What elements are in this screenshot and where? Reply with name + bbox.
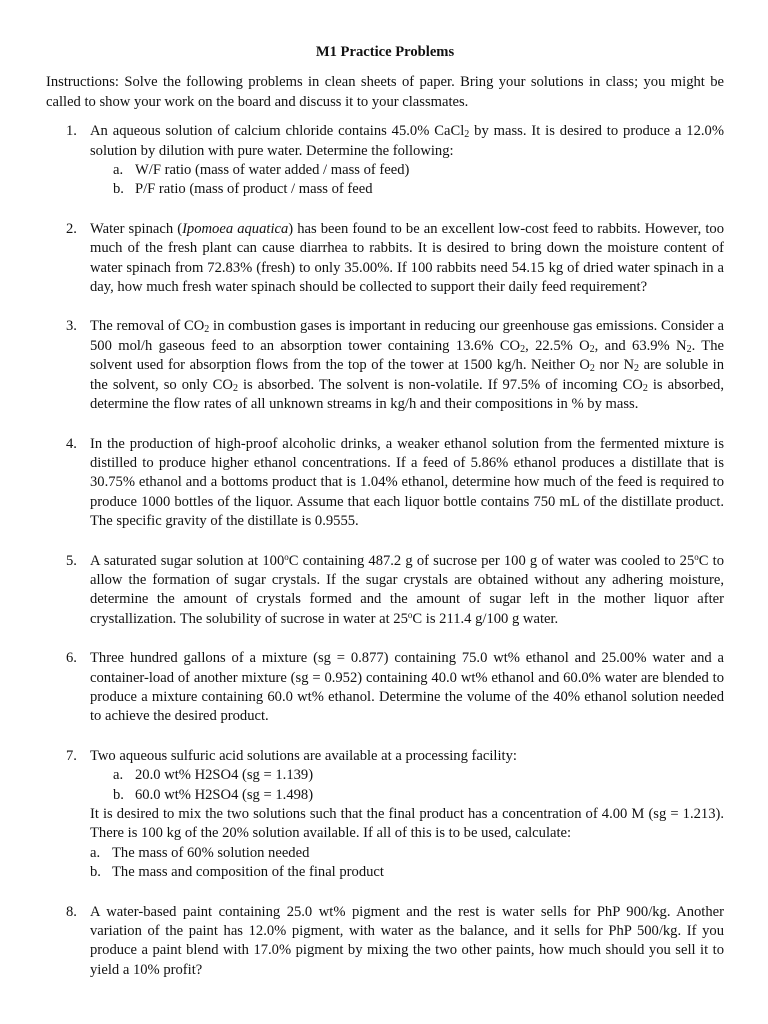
document-title: M1 Practice Problems [315,44,455,60]
problem-number: 3. [66,318,77,335]
sub-item-text: The mass and composition of the final product [112,864,384,881]
problem-number: 8. [66,903,77,920]
sub-item-list [90,766,724,805]
problem-number: 2. [66,220,77,237]
problem-text: A saturated sugar solution at 100$^o$C containing 487.2 g of sucrose per 100 g of water was cooled to 25$^o$C to allow the formation of sugar crystals. If the sugar crystals are obtained without any adhering moisture, determine the amount of crystals formed and the amount of sugar left in the mother liquor after crystallization. The solubility of sucrose in water at 25$^o$C is 211.4 g/100 g water. [90,551,724,627]
problem-text: Two aqueous sulfuric acid solutions are available at a processing facility: [90,747,517,764]
problem-8 [46,903,724,981]
problem-3 [46,317,724,414]
problem-list [46,122,724,980]
problem-number: 5. [66,552,77,569]
sub-item-letter: b. [113,786,124,803]
sub-item [90,844,724,863]
problem-6 [46,649,724,727]
problem-text-continued: It is desired to mix the two solutions such that the final product has a concentration of 4.00 M (sg = 1.213). There is 100 kg of the 20% solution available. If all of this is to be used, calculate: [90,806,724,842]
sub-item-list [90,161,724,200]
sub-item [113,161,724,180]
sub-item [90,863,724,882]
sub-item-letter: b. [90,864,101,881]
problem-1 [46,122,724,200]
problem-number: 1. [66,123,77,140]
sub-item-letter: a. [113,162,124,179]
instructions: Instructions: Solve the following problems in clean sheets of paper. Bring your solutions in class; you might be called to show your work on the board and discuss it to your classmates. [46,74,724,110]
sub-item-text: The mass of 60% solution needed [112,844,310,861]
sub-item-letter: a. [113,767,124,784]
problem-text: The removal of $CO_2$ in combustion gases is important in reducing our greenhouse gas emissions. Consider a 500 mol/h gaseous feed to an absorption tower containing 13.6% $CO_2$, 22.5% $O_2$, and 63.9% $N_2$. The solvent used for absorption flows from the top of the tower at 1500 kg/h. Neither $O_2$ nor $N_2$ are soluble in the solvent, so only $CO_2$ is absorbed. The solvent is non-volatile. If 97.5% of incoming $CO_2$ is absorbed, determine the flow rates of all unknown streams in kg/h and their compositions in % by mass. [90,318,724,413]
problem-5 [46,552,724,630]
problem-2 [46,220,724,298]
problem-7 [46,747,724,883]
sub-item-text: 60.0 wt% H2SO4 (sg = 1.498) [135,786,314,803]
problem-text: An aqueous solution of calcium chloride contains 45.0% CaCl$_2$ by mass. It is desired to produce a 12.0% solution by dilution with pure water. Determine the following: [90,123,724,159]
sub-item-list [90,844,724,883]
problem-number: 7. [66,747,77,764]
problem-number: 6. [66,650,77,667]
problem-text: In the production of high-proof alcoholic drinks, a weaker ethanol solution from the fermented mixture is distilled to produce higher ethanol concentrations. If a feed of 5.86% ethanol produces a distillate that is 30.75% ethanol and a bottoms product that is 1.04% ethanol, determine how much of the feed is required to produce 1000 bottles of the liquor. Assume that each liquor bottle contains 750 mL of the distillate product. The specific gravity of the distillate is 0.9555. [90,435,724,530]
sub-item [113,180,724,199]
sub-item [113,786,724,805]
sub-item-letter: b. [113,181,124,198]
problem-text: Three hundred gallons of a mixture (sg = 0.877) containing 75.0 wt% ethanol and 25.00% water and a container-load of another mixture (sg = 0.952) containing 40.0 wt% ethanol and 60.0% water are blended to produce a mixture containing 60.0 wt% ethanol. Determine the volume of the 40% ethanol solution needed to achieve the desired product. [90,650,724,725]
problem-text: Water spinach (Ipomoea aquatica) has been found to be an excellent low-cost feed to rabbits. However, too much of the fresh plant can cause diarrhea to rabbits. It is desired to bring down the moisture content of water spinach from 72.83% (fresh) to only 35.00%. If 100 rabbits need 54.15 kg of dried water spinach in a day, how much fresh water spinach should be collected to support their daily feed requirement? [90,220,724,296]
sub-item-text: W/F ratio (mass of water added / mass of feed) [135,162,410,179]
problem-text: A water-based paint containing 25.0 wt% pigment and the rest is water sells for PhP 900/kg. Another variation of the paint has 12.0% pigment, with water as the balance, and it sells for PhP 500/kg. If you produce a paint blend with 17.0% pigment by mixing the two other paints, how much should you sell it to yield a 10% profit? [90,903,724,978]
sub-item [113,766,724,785]
sub-item-text: P/F ratio (mass of product / mass of feed [135,181,373,198]
sub-item-text: 20.0 wt% H2SO4 (sg = 1.139) [135,767,314,784]
problem-number: 4. [66,435,77,452]
sub-item-letter: a. [90,844,101,861]
problem-4 [46,435,724,532]
